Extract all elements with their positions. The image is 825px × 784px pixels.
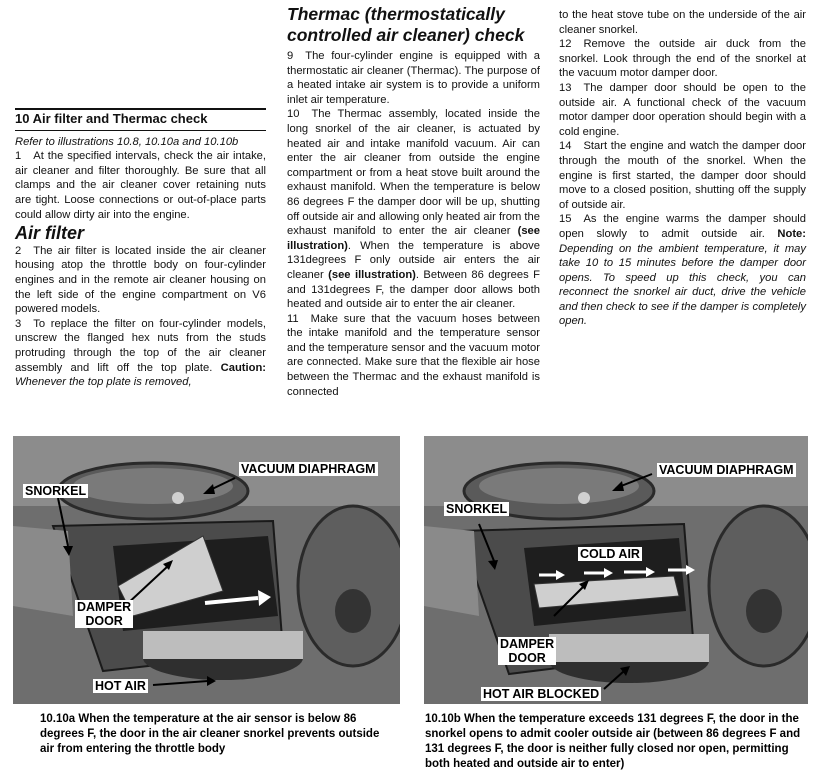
illustration-reference: Refer to illustrations 10.8, 10.10a and 10.10b: [15, 135, 239, 148]
subheading-air-filter: Air filter: [15, 223, 85, 244]
paragraph-10: 10 The Thermac assembly, located inside the long snorkel of the air cleaner, is actuated by heated air and intake manifold vacuum. Air can enter the air cleaner from outside the engine compartment or from a heat stove built around the exhaust manifold. When the temperature is below 86 degrees F the damper door will be up, shutting off outside air and allowing only heated air from the exhaust manifold to enter the air cleaner (see illustration). When the temperature is above 131degrees F only outside air enters the air cleaner (see illustration). Between 86 degrees F and 131degrees F, the damper door allows both heated and outside air to enter the air cleaner.: [287, 108, 540, 311]
paragraph-12: 12 Remove the outside air duck from the snorkel. Look through the end of the snorkel at the vacuum motor damper door.: [559, 38, 806, 80]
column-3: [559, 8, 806, 329]
label-cold-air: COLD AIR: [580, 547, 640, 561]
paragraph-11: 11 Make sure that the vacuum hoses between the intake manifold and the temperature sensor and the temperature sensor and the vacuum motor are connected. Make sure that the flexible air hose between the Thermac and the exhaust manifold is connected: [287, 312, 540, 398]
photo-10-10a: [13, 436, 400, 704]
caution-label: Caution:: [220, 361, 267, 374]
paragraph-1: 1 At the specified intervals, check the air intake, air cleaner and filter thoroughly. Be sure that all clamps and the air cleaner cover retaining nuts are tight. Loose connections or out-of-place parts could allow dirty air into the engine.: [15, 150, 266, 221]
label-hot-air-blocked: HOT AIR BLOCKED: [483, 687, 600, 701]
caption-10-10a: 10.10a When the temperature at the air sensor is below 86 degrees F, the door in the air cleaner snorkel prevents outside air from entering the throttle body: [40, 713, 380, 755]
photo-10-10b: [424, 436, 808, 704]
section-title: 10 Air filter and Thermac check: [15, 108, 266, 131]
paragraph-13: 13 The damper door should be open to the outside air. A functional check of the vacuum motor damper door operation should begin with a cold engine.: [559, 81, 806, 138]
paragraph-14: 14 Start the engine and watch the damper door through the mouth of the snorkel. When the engine is first started, the damper door should move to a closed position, shutting off the supply of outside air.: [559, 140, 806, 211]
label-hot-air: HOT AIR: [95, 679, 146, 693]
paragraph-11-continued: to the heat stove tube on the underside of the air cleaner snorkel.: [559, 9, 806, 36]
label-vacuum-diaphragm: VACUUM DIAPHRAGM: [241, 462, 376, 476]
paragraph-3: 3 To replace the filter on four-cylinder models, unscrew the flanged hex nuts from the studs protruding through the top of the air cleaner assembly and lift off the top plate. Caution: Whenever the top plate is removed,: [15, 317, 267, 389]
label-snorkel: SNORKEL: [25, 484, 87, 498]
paragraph-2: 2 The air filter is located inside the air cleaner housing atop the throttle body on four-cylinder engines and in the remote air cleaner housing on the left side of the engine compartment on V6 powered models.: [15, 244, 266, 316]
thermac-heading: Thermac (thermostatically controlled air cleaner) check: [287, 4, 525, 45]
label-damper-door: DAMPER DOOR: [77, 600, 132, 628]
label-damper-door: DAMPER DOOR: [500, 637, 555, 665]
paragraph-9: 9 The four-cylinder engine is equipped with a thermostatic air cleaner (Thermac). The purpose of a heated intake air system is to provide a uniform inlet air temperature.: [287, 50, 540, 106]
caption-10-10b: 10.10b When the temperature exceeds 131 degrees F, the door in the snorkel opens to admit cooler outside air (between 86 degrees F and 131 degrees F, the door is neither fully closed nor open, permitting both heated and outside air to enter): [425, 713, 801, 770]
column-1: [15, 108, 266, 390]
column-2: [287, 4, 540, 399]
photo-10-10a-drawing: [13, 436, 400, 704]
note-label: Note:: [777, 227, 806, 240]
label-snorkel: SNORKEL: [446, 502, 508, 516]
label-vacuum-diaphragm: VACUUM DIAPHRAGM: [659, 463, 794, 477]
paragraph-15: 15 As the engine warms the damper should open slowly to admit outside air. Note: Depending on the ambient temperature, it may take 10 to 15 minutes before the damper door opens. To speed up this check, you can reconnect the snorkel air duct, drive the vehicle and then check to see if the damper is completely open.: [559, 213, 806, 328]
